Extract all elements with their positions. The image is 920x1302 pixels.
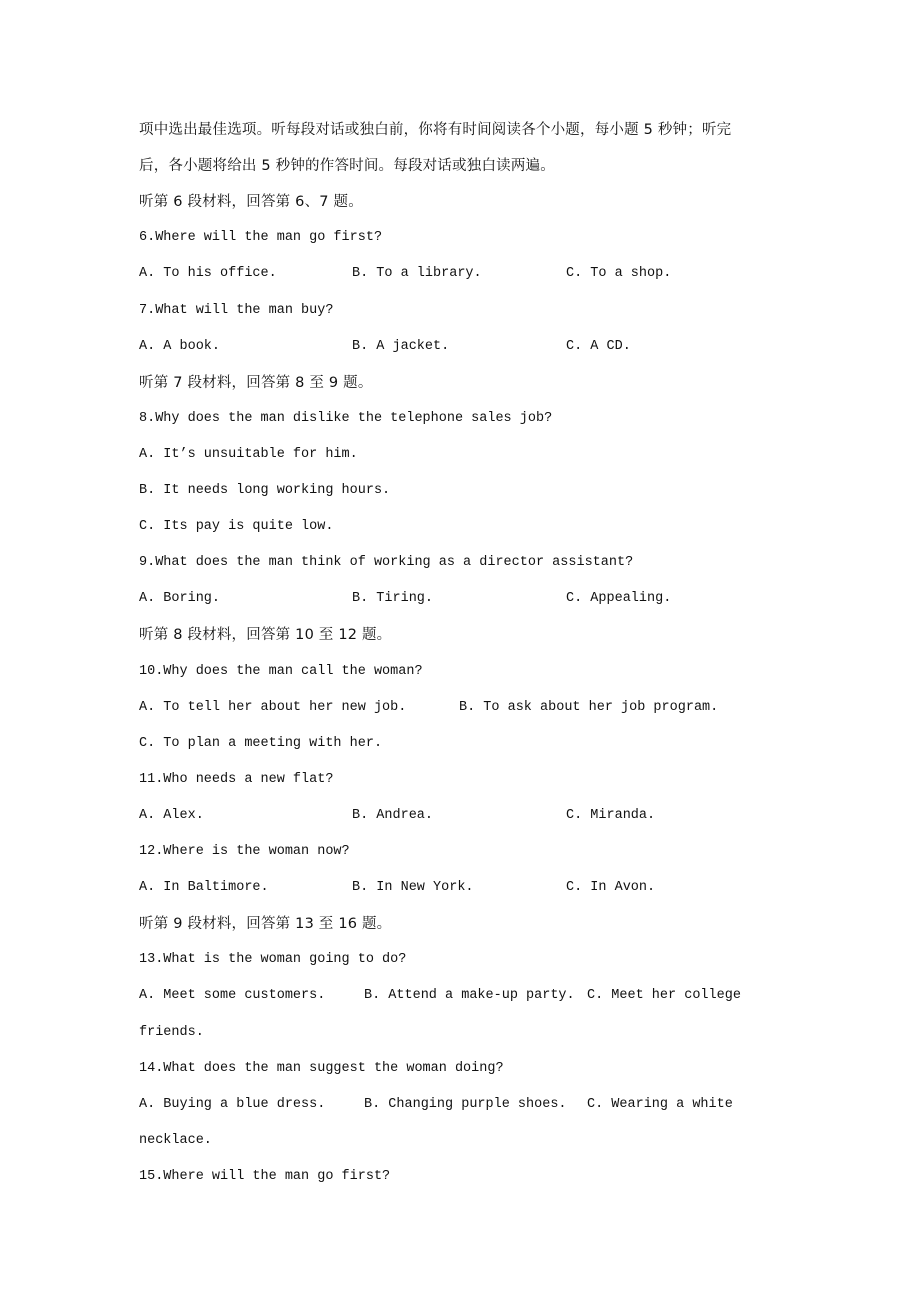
section-instruction: 听第 7 段材料，回答第 8 至 9 题。: [139, 374, 373, 391]
answer-option: C. Meet her college: [587, 988, 741, 1004]
question-text: necklace.: [139, 1132, 212, 1148]
question-text: friends.: [139, 1024, 204, 1040]
question-text: 14.What does the man suggest the woman doing?: [139, 1060, 504, 1076]
section-instruction: 听第 6 段材料，回答第 6、7 题。: [139, 194, 363, 211]
answer-option: A. To his office.: [139, 266, 277, 282]
answer-option: A. Boring.: [139, 591, 221, 607]
section-instruction: 听第 8 段材料，回答第 10 至 12 题。: [139, 627, 392, 644]
answer-option: B. To ask about her job program.: [459, 699, 719, 715]
section-instruction: 听第 9 段材料，回答第 13 至 16 题。: [139, 916, 392, 933]
answer-option: B. Tiring.: [352, 591, 434, 607]
question-text: 8.Why does the man dislike the telephone sales job?: [139, 410, 553, 426]
answer-option: B. Andrea.: [352, 807, 434, 823]
answer-option: C. A CD.: [566, 338, 631, 354]
answer-option: A. It’s unsuitable for him.: [139, 446, 358, 462]
section-instruction: 后，各小题将给出 5 秒钟的作答时间。每段对话或独白读两遍。: [139, 158, 555, 175]
question-text: 10.Why does the man call the woman?: [139, 663, 423, 679]
answer-option: A. Alex.: [139, 807, 204, 823]
question-text: 15.Where will the man go first?: [139, 1168, 391, 1184]
answer-option: C. Wearing a white: [587, 1096, 733, 1112]
answer-option: B. Changing purple shoes.: [364, 1096, 567, 1112]
answer-option: B. A jacket.: [352, 338, 450, 354]
question-text: 6.Where will the man go first?: [139, 230, 383, 246]
answer-option: B. Attend a make-up party.: [364, 988, 575, 1004]
answer-option: A. A book.: [139, 338, 221, 354]
answer-option: A. Buying a blue dress.: [139, 1096, 326, 1112]
answer-option: B. It needs long working hours.: [139, 483, 391, 498]
answer-option: C. In Avon.: [566, 880, 656, 896]
answer-option: C. Miranda.: [566, 807, 656, 823]
answer-option: A. In Baltimore.: [139, 880, 269, 896]
answer-option: A. To tell her about her new job.: [139, 699, 407, 715]
answer-option: C. Appealing.: [566, 591, 672, 607]
section-instruction: 项中选出最佳选项。听每段对话或独白前，你将有时间阅读各个小题，每小题 5 秒钟；听完: [139, 122, 732, 138]
answer-option: B. In New York.: [352, 880, 474, 896]
answer-option: C. To a shop.: [566, 266, 672, 282]
answer-option: B. To a library.: [352, 266, 482, 282]
question-text: 9.What does the man think of working as a director assistant?: [139, 555, 634, 571]
question-text: 7.What will the man buy?: [139, 302, 334, 318]
answer-option: C. Its pay is quite low.: [139, 519, 334, 535]
question-text: 13.What is the woman going to do?: [139, 952, 407, 968]
answer-option: C. To plan a meeting with her.: [139, 735, 383, 751]
question-text: 11.Who needs a new flat?: [139, 771, 334, 787]
question-text: 12.Where is the woman now?: [139, 844, 350, 859]
answer-option: A. Meet some customers.: [139, 988, 326, 1004]
